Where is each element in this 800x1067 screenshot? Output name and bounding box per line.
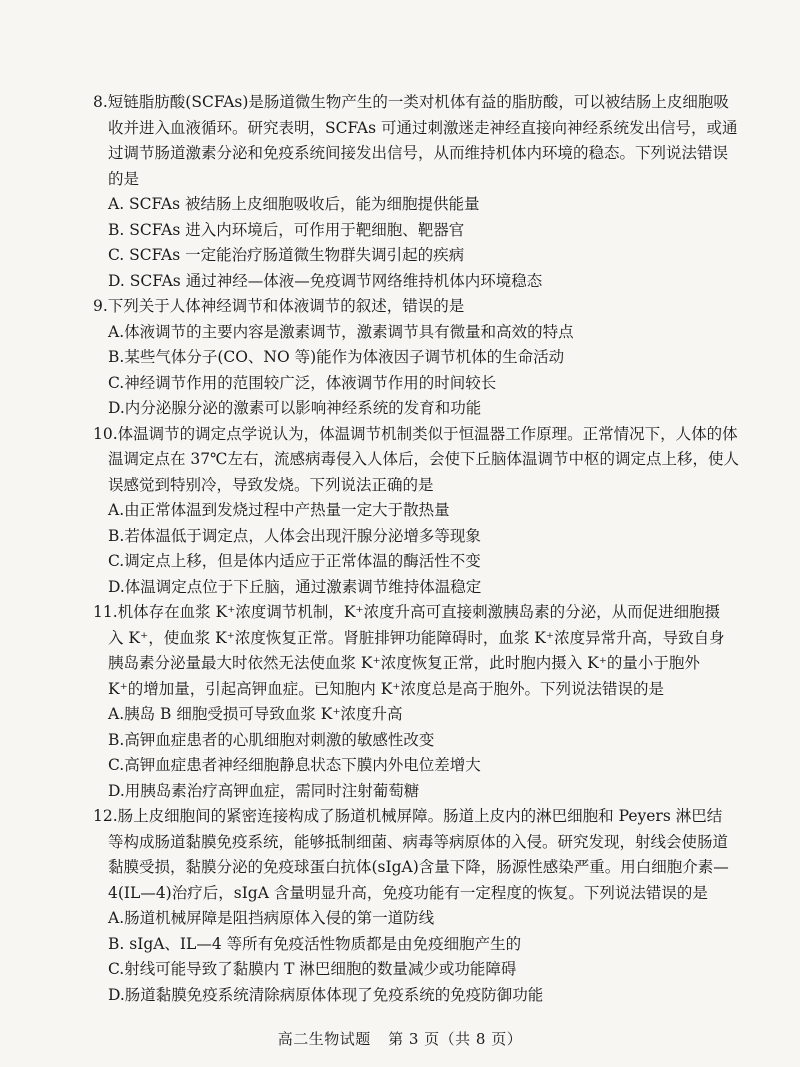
question-9 [0,294,800,422]
answer-option-b: B. sIgA、IL—4 等所有免疫活性物质都是由免疫细胞产生的 [108,934,522,953]
answer-option-c: C.调定点上移，但是体内适应于正常体温的酶活性不变 [108,552,481,570]
question-stem-line: 入 K⁺，使血浆 K⁺浓度恢复正常。肾脏排钾功能障碍时，血浆 K⁺浓度异常升高，导致自身 [108,628,725,647]
question-stem-line: 4(IL—4)治疗后，sIgA 含量明显升高，免疫功能有一定程度的恢复。下列说法错误的是 [108,883,708,902]
page-footer [0,1028,800,1049]
question-12 [0,804,800,1008]
question-stem-line: 黏膜受损，黏膜分泌的免疫球蛋白抗体(sIgA)含量下降，肠源性感染严重。用白细胞介素— [108,858,729,876]
question-stem-line: 12.肠上皮细胞间的紧密连接构成了肠道机械屏障。肠道上皮内的淋巴细胞和 Peyers 淋巴结 [93,807,723,825]
question-stem-line: 等构成肠道黏膜免疫系统，能够抵制细菌、病毒等病原体的入侵。研究发现，射线会使肠道 [108,832,729,851]
answer-option-a: A.肠道机械屏障是阻挡病原体入侵的第一道防线 [108,909,435,927]
question-stem-line: K⁺的增加量，引起高钾血症。已知胞内 K⁺浓度总是高于胞外。下列说法错误的是 [108,679,664,698]
answer-option-d: D.肠道黏膜免疫系统清除病原体体现了免疫系统的免疫防御功能 [108,985,544,1004]
question-stem-line: 9.下列关于人体神经调节和体液调节的叙述，错误的是 [93,297,465,315]
answer-option-d: D.用胰岛素治疗高钾血症，需同时注射葡萄糖 [108,781,420,800]
question-stem-line: 胰岛素分泌量最大时依然无法使血浆 K⁺浓度恢复正常，此时胞内摄入 K⁺的量小于胞外 [108,654,700,672]
question-stem-line: 过调节肠道激素分泌和免疫系统间接发出信号，从而维持机体内环境的稳态。下列说法错误 [108,144,729,162]
footer-subject: 高二生物试题 [277,1030,371,1048]
answer-option-b: B.某些气体分子(CO、NO 等)能作为体液因子调节机体的生命活动 [108,348,565,366]
answer-option-c: C.神经调节作用的范围较广泛，体液调节作用的时间较长 [108,373,497,392]
answer-option-a: A.胰岛 B 细胞受损可导致血浆 K⁺浓度升高 [108,705,403,723]
answer-option-b: B.若体温低于调定点，人体会出现汗腺分泌增多等现象 [108,526,481,545]
question-stem-line: 11.机体存在血浆 K⁺浓度调节机制，K⁺浓度升高可直接刺激胰岛素的分泌，从而促进细胞摄 [93,603,721,621]
question-8 [0,90,800,294]
answer-option-c: C. SCFAs 一定能治疗肠道微生物群失调引起的疾病 [108,246,465,264]
question-11 [0,600,800,804]
footer-page-number: 第 3 页（共 8 页） [388,1030,523,1048]
answer-option-c: C.射线可能导致了黏膜内 T 淋巴细胞的数量减少或功能障碍 [108,960,517,978]
answer-option-d: D. SCFAs 通过神经—体液—免疫调节网络维持机体内环境稳态 [108,271,543,290]
answer-option-c: C.高钾血症患者神经细胞静息状态下膜内外电位差增大 [108,756,481,774]
answer-option-a: A.体液调节的主要内容是激素调节，激素调节具有微量和高效的特点 [108,322,574,341]
answer-option-d: D.体温调定点位于下丘脑，通过激素调节维持体温稳定 [108,577,482,596]
question-stem-line: 10.体温调节的调定点学说认为，体温调节机制类似于恒温器工作原理。正常情况下，人体的体 [93,424,738,443]
answer-option-b: B. SCFAs 进入内环境后，可作用于靶细胞、靶器官 [108,220,465,239]
question-list [0,90,800,1008]
question-10 [0,422,800,601]
question-stem-line: 收并进入血液循环。研究表明，SCFAs 可通过刺激迷走神经直接向神经系统发出信号，或通 [108,118,738,137]
answer-option-a: A.由正常体温到发烧过程中产热量一定大于散热量 [108,501,450,519]
answer-option-d: D.内分泌腺分泌的激素可以影响神经系统的发育和功能 [108,399,482,417]
question-stem-line: 误感觉到特别冷，导致发烧。下列说法正确的是 [108,475,434,494]
question-stem-line: 的是 [108,169,140,188]
answer-option-b: B.高钾血症患者的心肌细胞对刺激的敏感性改变 [108,730,435,749]
answer-option-a: A. SCFAs 被结肠上皮细胞吸收后，能为细胞提供能量 [108,195,480,213]
question-stem-line: 温调定点在 37℃左右，流感病毒侵入人体后，会使下丘脑体温调节中枢的调定点上移，使人 [108,450,739,468]
question-stem-line: 8.短链脂肪酸(SCFAs)是肠道微生物产生的一类对机体有益的脂肪酸，可以被结肠上皮细胞吸 [93,93,729,111]
